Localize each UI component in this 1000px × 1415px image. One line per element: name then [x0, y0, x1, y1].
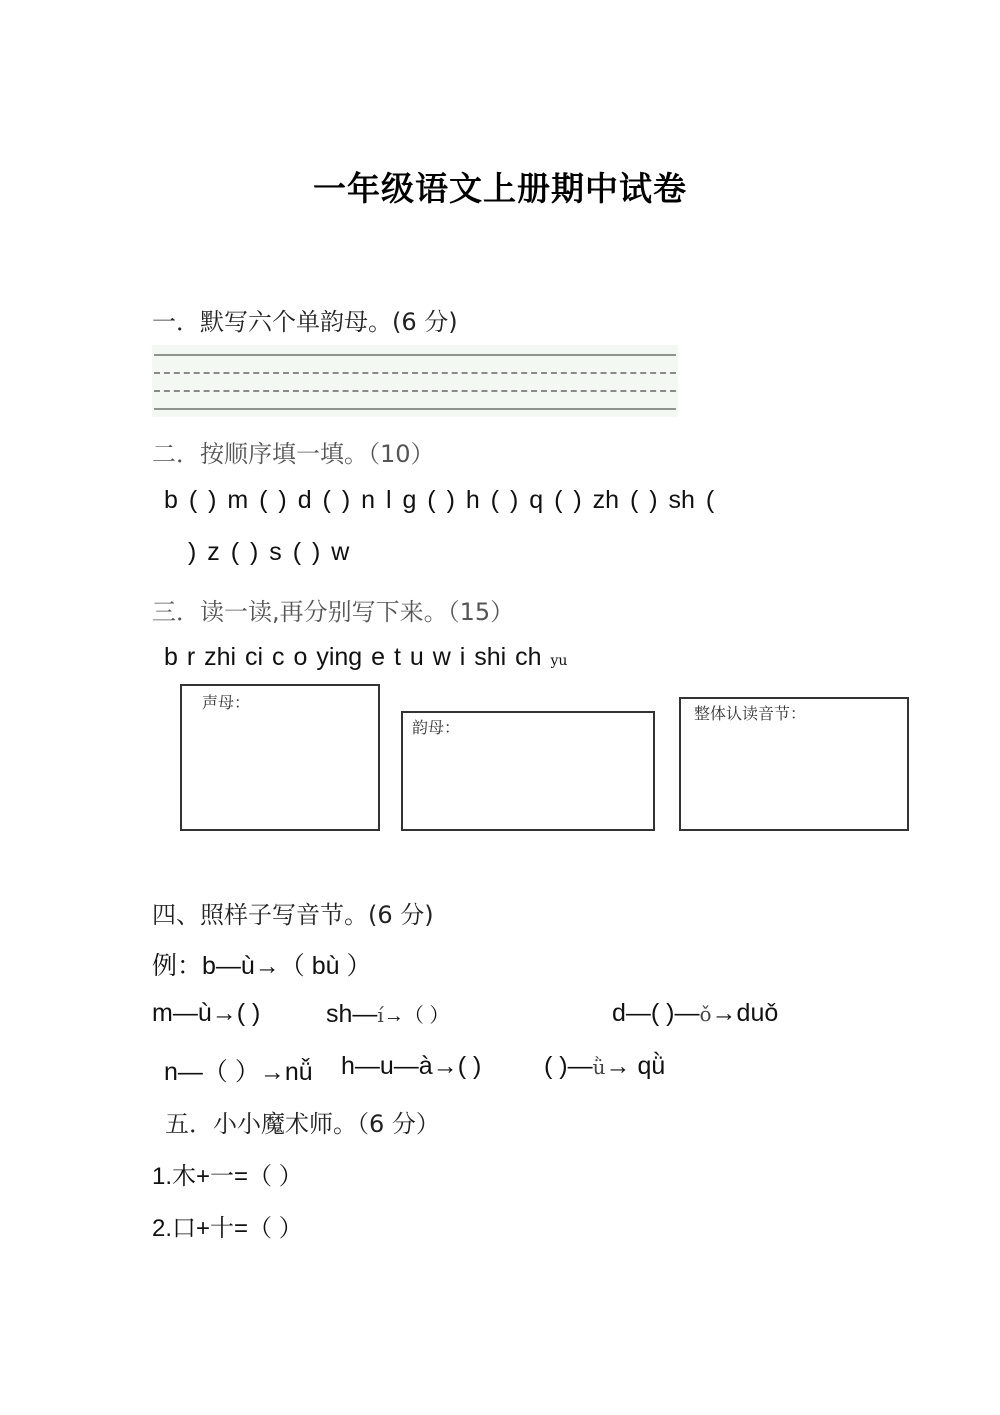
- section-2-heading: 二．按顺序填一填。（10）: [152, 440, 435, 468]
- answer-box-finals-label: 韵母：: [412, 718, 461, 737]
- section-5-heading: 五．小小魔术师。（6 分）: [165, 1110, 440, 1138]
- syllable-item-nu: n—（ ）→nǚ: [164, 1058, 313, 1086]
- writing-line-mid-upper: [154, 372, 676, 374]
- answer-box-initials[interactable]: [180, 684, 380, 831]
- pinyin-item-yu: yu: [550, 653, 568, 669]
- answer-box-whole-syllables[interactable]: [679, 697, 909, 831]
- example-line: 例：b—ù→（ bù ）: [152, 952, 372, 980]
- sequence-line-2: ) z ( ) s ( ) w: [188, 538, 350, 566]
- pinyin-items-main: b r zhi ci c o ying e t u w i shi ch: [164, 643, 542, 671]
- syllable-item-m: m—ù→( ): [152, 999, 261, 1027]
- syllable-item-duo: d—( )—ǒ→duǒ: [612, 999, 779, 1027]
- syllable-item-qu: ( )—ǜ→ qǜ: [544, 1052, 666, 1080]
- writing-line-top: [154, 354, 676, 356]
- sequence-line-1: b ( ) m ( ) d ( ) n l g ( ) h ( ) q ( ) zh ( ) sh (: [164, 486, 715, 514]
- section-3-heading: 三．读一读,再分别写下来。（15）: [152, 598, 515, 626]
- syllable-item-sh: sh—í→（ ）: [326, 1000, 450, 1028]
- writing-line-bottom: [154, 408, 676, 410]
- section-4-heading: 四、照样子写音节。(6 分): [152, 901, 434, 929]
- section-1-heading: 一．默写六个单韵母。(6 分): [152, 308, 458, 336]
- answer-box-finals[interactable]: [401, 711, 655, 831]
- answer-box-initials-label: 声母：: [202, 693, 251, 712]
- writing-line-mid-lower: [154, 390, 676, 392]
- magic-question-1: 1.木+一=（ ）: [152, 1163, 303, 1190]
- pinyin-items: [164, 643, 567, 672]
- page-title: 一年级语文上册期中试卷: [313, 169, 687, 208]
- writing-lines[interactable]: [152, 345, 678, 417]
- answer-box-whole-syllables-label: 整体认读音节：: [694, 704, 807, 723]
- magic-question-2: 2.口+十=（ ）: [152, 1215, 303, 1242]
- syllable-item-hua: h—u—à→( ): [341, 1052, 482, 1080]
